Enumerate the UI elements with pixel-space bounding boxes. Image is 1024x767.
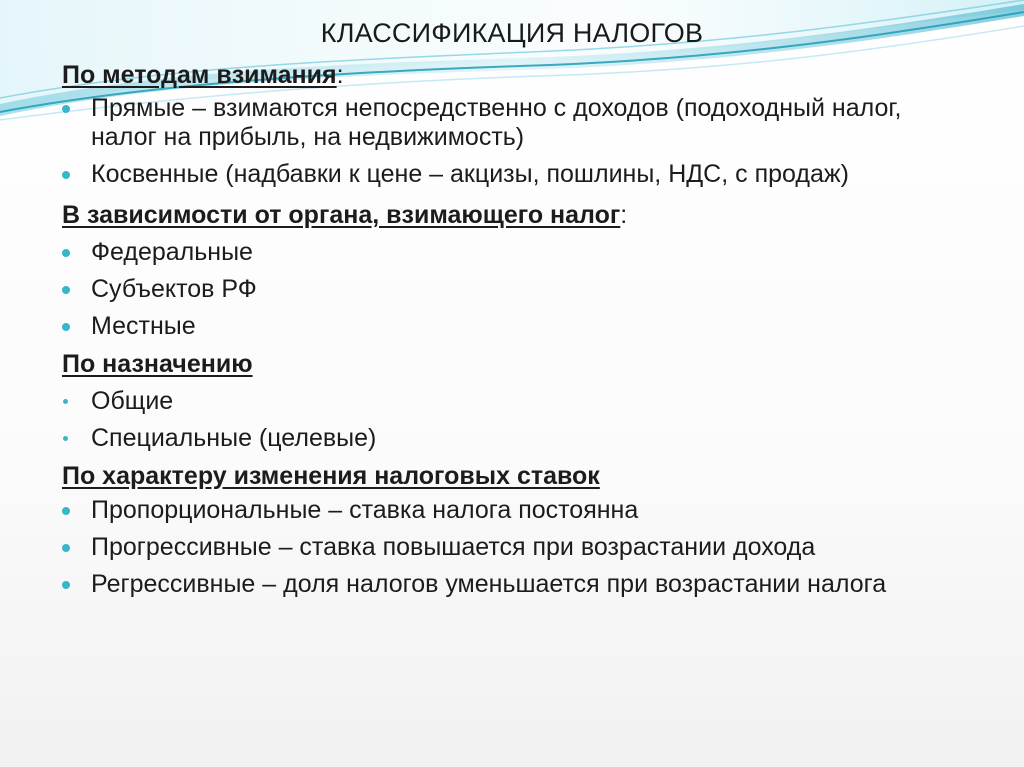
list-item-text: Специальные (целевые)	[91, 424, 377, 452]
list-item-text: Субъектов РФ	[91, 275, 257, 303]
bullet-dot-icon	[62, 249, 70, 257]
bullet-dot-icon	[62, 581, 70, 589]
section-heading-text: По методам взимания	[62, 61, 337, 89]
list-item	[62, 570, 962, 599]
section-heading-text: По характеру изменения налоговых ставок	[62, 462, 600, 490]
content-area	[62, 60, 962, 599]
bullet-list	[62, 94, 962, 189]
section-heading	[62, 200, 962, 230]
section-heading-text: В зависимости от органа, взимающего налог	[62, 201, 621, 229]
list-item	[62, 238, 962, 267]
list-item	[62, 312, 962, 341]
list-item-text: Федеральные	[91, 238, 253, 266]
list-item	[62, 275, 962, 304]
list-item	[62, 533, 962, 562]
list-item-text: Общие	[91, 387, 174, 415]
section-heading	[62, 60, 962, 90]
bullet-dot-icon	[62, 544, 70, 552]
section-heading	[62, 461, 962, 491]
bullet-dot-icon	[62, 507, 70, 515]
list-item-text: Пропорциональные – ставка налога постоянна	[91, 496, 639, 524]
section-heading-colon: :	[336, 61, 344, 89]
section-heading-colon: :	[620, 201, 628, 229]
bullet-dot-icon	[63, 436, 68, 441]
list-item	[62, 424, 962, 453]
list-item-text: Прогрессивные – ставка повышается при возрастании дохода	[91, 533, 816, 561]
bullet-dot-icon	[62, 105, 70, 113]
bullet-dot-icon	[63, 399, 68, 404]
list-item-text: Местные	[91, 312, 196, 340]
slide-title: КЛАССИФИКАЦИЯ НАЛОГОВ	[320, 18, 704, 48]
list-item-text: Регрессивные – доля налогов уменьшается при возрастании налога	[91, 570, 887, 598]
section-heading-text: По назначению	[62, 350, 253, 378]
bullet-dot-icon	[62, 286, 70, 294]
bullet-dot-icon	[62, 171, 70, 179]
list-item	[62, 94, 962, 152]
bullet-list	[62, 387, 962, 453]
list-item	[62, 160, 962, 189]
bullet-list	[62, 238, 962, 341]
bullet-list	[62, 496, 962, 599]
list-item-text: Косвенные (надбавки к цене – акцизы, пошлины, НДС, с продаж)	[91, 160, 849, 188]
section-heading	[62, 349, 962, 379]
bullet-dot-icon	[62, 323, 70, 331]
list-item	[62, 496, 962, 525]
list-item-text: Прямые – взимаются непосредственно с доходов (подоходный налог, налог на прибыль, на недвижимость)	[91, 94, 902, 151]
list-item	[62, 387, 962, 416]
